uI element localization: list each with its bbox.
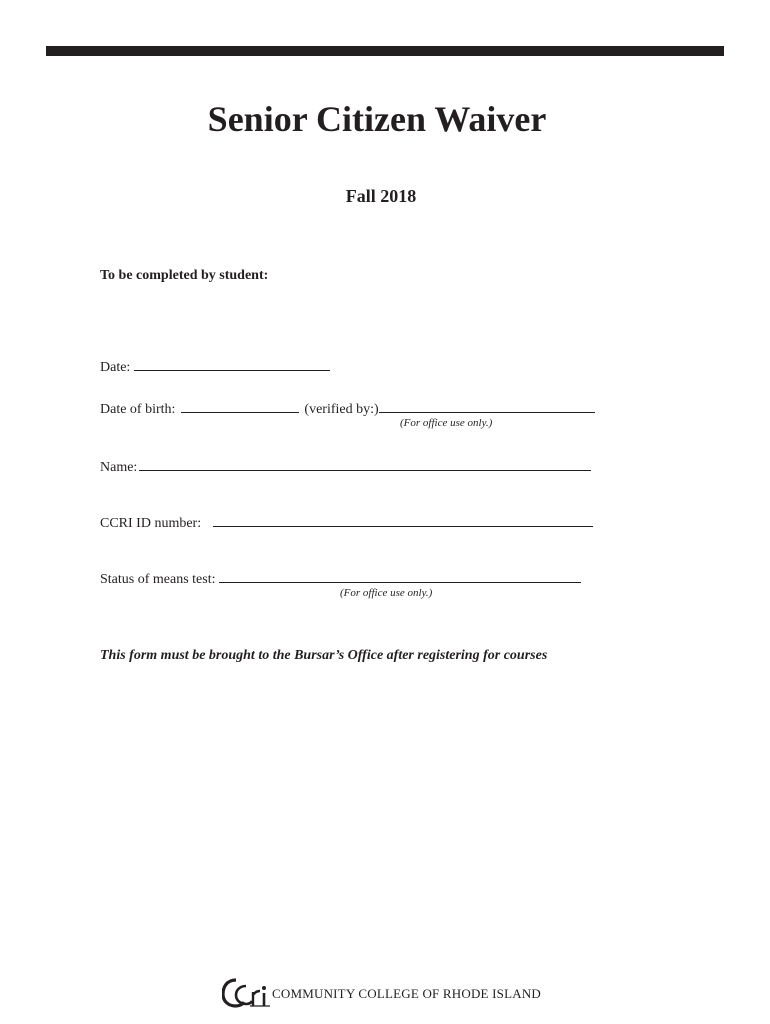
verified-by-label: (verified by:) <box>304 402 379 417</box>
college-name: COMMUNITY COLLEGE OF RHODE ISLAND <box>272 986 541 1001</box>
date-row <box>100 356 330 376</box>
instruction-text: This form must be brought to the Bursar’s Office after registering for courses <box>100 648 548 663</box>
name-label: Name: <box>100 460 138 475</box>
verified-by-field[interactable] <box>379 398 595 413</box>
date-label: Date: <box>100 360 131 375</box>
means-test-row <box>100 568 581 588</box>
dob-field[interactable] <box>181 398 299 413</box>
header-rule <box>46 46 724 56</box>
name-field[interactable] <box>139 456 591 471</box>
id-label: CCRI ID number: <box>100 516 202 531</box>
means-test-field[interactable] <box>219 568 581 583</box>
footer <box>222 976 541 1008</box>
id-field[interactable] <box>213 512 593 527</box>
section-label: To be completed by student: <box>100 268 269 283</box>
date-field[interactable] <box>134 356 330 371</box>
means-test-label: Status of means test: <box>100 572 216 587</box>
id-row <box>100 512 593 532</box>
name-row <box>100 456 591 476</box>
page-title: Senior Citizen Waiver <box>207 99 547 139</box>
office-use-note: (For office use only.) <box>340 587 433 599</box>
term-label: Fall 2018 <box>345 186 417 206</box>
college-logo <box>222 976 270 1008</box>
dob-row <box>100 398 595 418</box>
dob-label: Date of birth: <box>100 402 176 417</box>
office-use-note: (For office use only.) <box>400 417 493 429</box>
